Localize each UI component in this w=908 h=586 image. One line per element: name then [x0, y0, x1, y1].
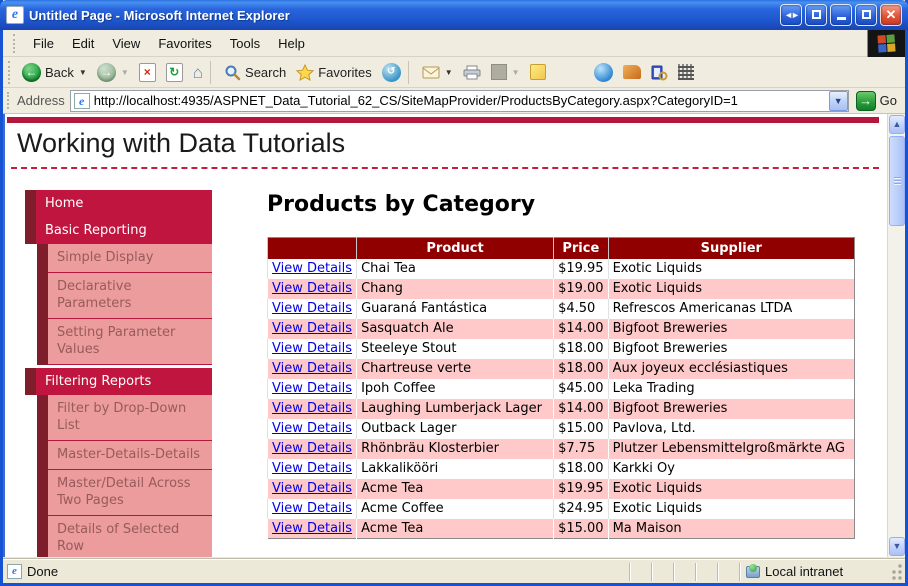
discuss-button[interactable] [526, 62, 550, 82]
table-row [268, 499, 855, 519]
maximize-icon [862, 10, 871, 19]
title-bar [0, 0, 908, 30]
view-details-link[interactable]: View Details [272, 341, 353, 356]
sidebar-item-filtering-reports[interactable]: Filtering Reports [25, 368, 212, 395]
toolbar-separator [408, 61, 411, 84]
price-cell: $18.00 [554, 339, 609, 359]
price-cell: $14.00 [554, 319, 609, 339]
refresh-button[interactable] [162, 61, 187, 84]
sidebar-item-simple-display[interactable]: Simple Display [37, 244, 212, 273]
nav-indent-strip [37, 395, 48, 441]
column-header-price: Price [554, 238, 609, 259]
supplier-cell: Aux joyeux ecclésiastiques [608, 359, 854, 379]
page-title: Products by Category [267, 192, 536, 217]
pixel-grid-icon [678, 64, 694, 80]
supplier-cell: Bigfoot Breweries [608, 399, 854, 419]
table-row [268, 519, 855, 539]
forward-icon: → [97, 63, 116, 82]
search-icon [224, 64, 241, 81]
supplier-cell: Plutzer Lebensmittelgroßmärkte AG [608, 439, 854, 459]
nav-indent-strip [37, 470, 48, 516]
edit-dropdown-icon: ▼ [511, 67, 520, 77]
view-details-link[interactable]: View Details [272, 301, 353, 316]
minimize-button[interactable] [830, 4, 852, 26]
price-cell: $14.00 [554, 399, 609, 419]
search-button[interactable] [220, 62, 290, 83]
table-row [268, 319, 855, 339]
table-row [268, 359, 855, 379]
aux-pan-button[interactable] [780, 4, 802, 26]
ie-app-icon: e [6, 6, 24, 24]
back-dropdown-icon[interactable]: ▼ [78, 67, 87, 77]
view-details-link[interactable]: View Details [272, 361, 353, 376]
menu-view[interactable]: View [112, 35, 141, 51]
main-content [267, 190, 857, 539]
mail-envelope-icon [422, 66, 440, 79]
menu-bar [3, 30, 905, 57]
table-row [268, 459, 855, 479]
nav-indent-strip [37, 319, 48, 365]
price-cell: $24.95 [554, 499, 609, 519]
menu-file[interactable]: File [33, 35, 54, 51]
popout-icon [812, 10, 821, 19]
mail-dropdown-icon[interactable]: ▼ [444, 67, 453, 77]
sidebar-item-home[interactable]: Home [25, 190, 212, 217]
aux-popout-button[interactable] [805, 4, 827, 26]
product-cell: Steeleye Stout [357, 339, 554, 359]
table-row [268, 299, 855, 319]
status-pane [673, 563, 695, 581]
view-details-link[interactable]: View Details [272, 281, 353, 296]
table-row [268, 439, 855, 459]
view-details-link[interactable]: View Details [272, 461, 353, 476]
nav-indent-strip [37, 441, 48, 470]
toolbar-grip[interactable] [7, 92, 10, 109]
nav-bullet-icon [25, 368, 36, 395]
supplier-cell: Karkki Oy [608, 459, 854, 479]
toolbar-grip[interactable] [8, 61, 11, 84]
sidebar-item-setting-parameter-values[interactable]: Setting Parameter Values [37, 319, 212, 365]
scroll-up-button[interactable]: ▲ [889, 115, 905, 134]
product-cell: Acme Tea [357, 519, 554, 539]
nav-indent-strip [37, 516, 48, 557]
product-cell: Sasquatch Ale [357, 319, 554, 339]
supplier-cell: Bigfoot Breweries [608, 319, 854, 339]
sidebar-item-basic-reporting[interactable]: Basic Reporting [25, 217, 212, 244]
status-pane [695, 563, 717, 581]
research-button[interactable] [647, 62, 672, 83]
table-row [268, 419, 855, 439]
printer-icon [463, 65, 481, 80]
product-cell: Lakkalikööri [357, 459, 554, 479]
windows-flag-icon [877, 34, 895, 52]
price-cell: $15.00 [554, 419, 609, 439]
address-dropdown-button[interactable]: ▼ [829, 91, 848, 111]
site-title: Working with Data Tutorials [17, 128, 346, 158]
price-cell: $7.75 [554, 439, 609, 459]
zone-label: Local intranet [765, 564, 844, 579]
messenger-button[interactable] [590, 61, 617, 84]
product-cell: Chang [357, 279, 554, 299]
scroll-down-button[interactable]: ▼ [889, 537, 905, 556]
edit-button[interactable] [487, 62, 524, 82]
product-cell: Guaraná Fantástica [357, 299, 554, 319]
status-pane [651, 563, 673, 581]
column-header-supplier: Supplier [608, 238, 854, 259]
address-bar [3, 88, 905, 114]
close-button[interactable]: ✕ [880, 4, 902, 26]
view-details-link[interactable]: View Details [272, 481, 353, 496]
supplier-cell: Exotic Liquids [608, 259, 854, 279]
product-cell: Laughing Lumberjack Lager [357, 399, 554, 419]
dashed-divider [11, 167, 879, 169]
address-input[interactable] [94, 93, 829, 108]
sidebar-item-declarative-parameters[interactable]: Declarative Parameters [37, 273, 212, 319]
mail-button[interactable] [418, 64, 457, 81]
messenger-icon [594, 63, 613, 82]
go-label: Go [879, 93, 897, 108]
local-intranet-icon [746, 566, 760, 578]
table-row [268, 339, 855, 359]
favorites-star-icon [296, 64, 314, 81]
table-row [268, 279, 855, 299]
menu-help[interactable]: Help [278, 35, 305, 51]
table-row [268, 379, 855, 399]
supplier-cell: Exotic Liquids [608, 279, 854, 299]
column-header-product: Product [357, 238, 554, 259]
product-cell: Outback Lager [357, 419, 554, 439]
security-zone-pane [739, 563, 889, 581]
supplier-cell: Ma Maison [608, 519, 854, 539]
boot-icon [623, 65, 641, 79]
sidebar-item-master-details-details[interactable]: Master-Details-Details [37, 441, 212, 470]
sidebar-navigation [25, 190, 212, 557]
view-details-link[interactable]: View Details [272, 401, 353, 416]
favorites-label: Favorites [318, 64, 372, 80]
view-details-link[interactable]: View Details [272, 381, 353, 396]
nav-indent-strip [37, 273, 48, 319]
view-details-link[interactable]: View Details [272, 501, 353, 516]
supplier-cell: Refrescos Americanas LTDA [608, 299, 854, 319]
product-cell: Ipoh Coffee [357, 379, 554, 399]
product-cell: Chartreuse verte [357, 359, 554, 379]
view-details-link[interactable]: View Details [272, 321, 353, 336]
table-row [268, 399, 855, 419]
history-button[interactable] [378, 61, 405, 84]
supplier-cell: Exotic Liquids [608, 479, 854, 499]
supplier-cell: Pavlova, Ltd. [608, 419, 854, 439]
toolbar-grip[interactable] [13, 34, 16, 53]
view-details-link[interactable]: View Details [272, 421, 353, 436]
vertical-scrollbar[interactable] [887, 114, 905, 557]
stop-button[interactable] [135, 61, 160, 84]
resize-grip-icon[interactable] [889, 563, 903, 581]
stop-icon: × [139, 63, 156, 82]
research-book-icon [651, 64, 668, 81]
table-row [268, 259, 855, 279]
menu-edit[interactable]: Edit [71, 35, 95, 51]
address-field[interactable] [70, 90, 849, 112]
supplier-cell: Exotic Liquids [608, 499, 854, 519]
go-arrow-icon: → [856, 91, 876, 111]
product-cell: Rhönbräu Klosterbier [357, 439, 554, 459]
products-table [267, 237, 855, 539]
window-title: Untitled Page - Microsoft Internet Explorer [29, 7, 290, 23]
view-details-link[interactable]: View Details [272, 441, 353, 456]
price-cell: $15.00 [554, 519, 609, 539]
print-button[interactable] [459, 63, 485, 82]
column-header-blank [268, 238, 357, 259]
product-cell: Chai Tea [357, 259, 554, 279]
left-right-arrows-icon: ◄► [784, 10, 798, 20]
status-bar [3, 559, 905, 583]
standard-toolbar [3, 57, 905, 88]
view-details-link[interactable]: View Details [272, 520, 353, 536]
snippet-tool-button[interactable] [674, 62, 698, 82]
address-label: Address [17, 93, 65, 108]
forward-dropdown-icon: ▼ [120, 67, 129, 77]
refresh-icon: ↻ [166, 63, 183, 82]
favorites-button[interactable] [292, 62, 375, 83]
table-header-row [268, 238, 855, 259]
windows-brand-logo [867, 30, 905, 57]
sidebar-item-master-detail-across-two-pages[interactable]: Master/Detail Across Two Pages [37, 470, 212, 516]
status-text: Done [27, 564, 59, 579]
nav-bullet-icon [25, 190, 36, 217]
supplier-cell: Leka Trading [608, 379, 854, 399]
page-icon: e [74, 93, 90, 109]
addon-button[interactable] [619, 63, 645, 81]
minimize-icon [837, 17, 846, 20]
nav-indent-strip [37, 244, 48, 273]
product-cell: Acme Tea [357, 479, 554, 499]
status-pane [629, 563, 651, 581]
price-cell: $18.00 [554, 459, 609, 479]
price-cell: $45.00 [554, 379, 609, 399]
home-button[interactable] [189, 61, 207, 84]
browser-viewport [3, 114, 905, 557]
price-cell: $18.00 [554, 359, 609, 379]
forward-button[interactable] [93, 61, 133, 84]
scrollbar-thumb[interactable] [889, 136, 905, 226]
menu-favorites[interactable]: Favorites [158, 35, 212, 51]
nav-bullet-icon [25, 217, 36, 244]
back-button[interactable] [18, 61, 91, 84]
header-accent-stripe [7, 117, 879, 123]
go-button[interactable] [854, 91, 899, 111]
back-label: Back [45, 64, 74, 80]
price-cell: $19.95 [554, 259, 609, 279]
product-cell: Acme Coffee [357, 499, 554, 519]
discuss-note-icon [530, 64, 546, 80]
maximize-button[interactable] [855, 4, 877, 26]
search-label: Search [245, 64, 287, 80]
toolbar-separator [210, 61, 213, 84]
status-page-icon: e [7, 564, 22, 579]
supplier-cell: Bigfoot Breweries [608, 339, 854, 359]
sidebar-item-details-of-selected-row[interactable]: Details of Selected Row [37, 516, 212, 557]
history-icon: ↺ [382, 63, 401, 82]
price-cell: $19.00 [554, 279, 609, 299]
table-row [268, 479, 855, 499]
edit-icon [491, 64, 507, 80]
view-details-link[interactable]: View Details [272, 261, 353, 276]
menu-tools[interactable]: Tools [229, 35, 261, 51]
back-icon: ← [22, 63, 41, 82]
sidebar-item-filter-by-dropdown-list[interactable]: Filter by Drop-Down List [37, 395, 212, 441]
price-cell: $4.50 [554, 299, 609, 319]
price-cell: $19.95 [554, 479, 609, 499]
status-pane [717, 563, 739, 581]
home-icon: ⌂ [192, 62, 204, 82]
